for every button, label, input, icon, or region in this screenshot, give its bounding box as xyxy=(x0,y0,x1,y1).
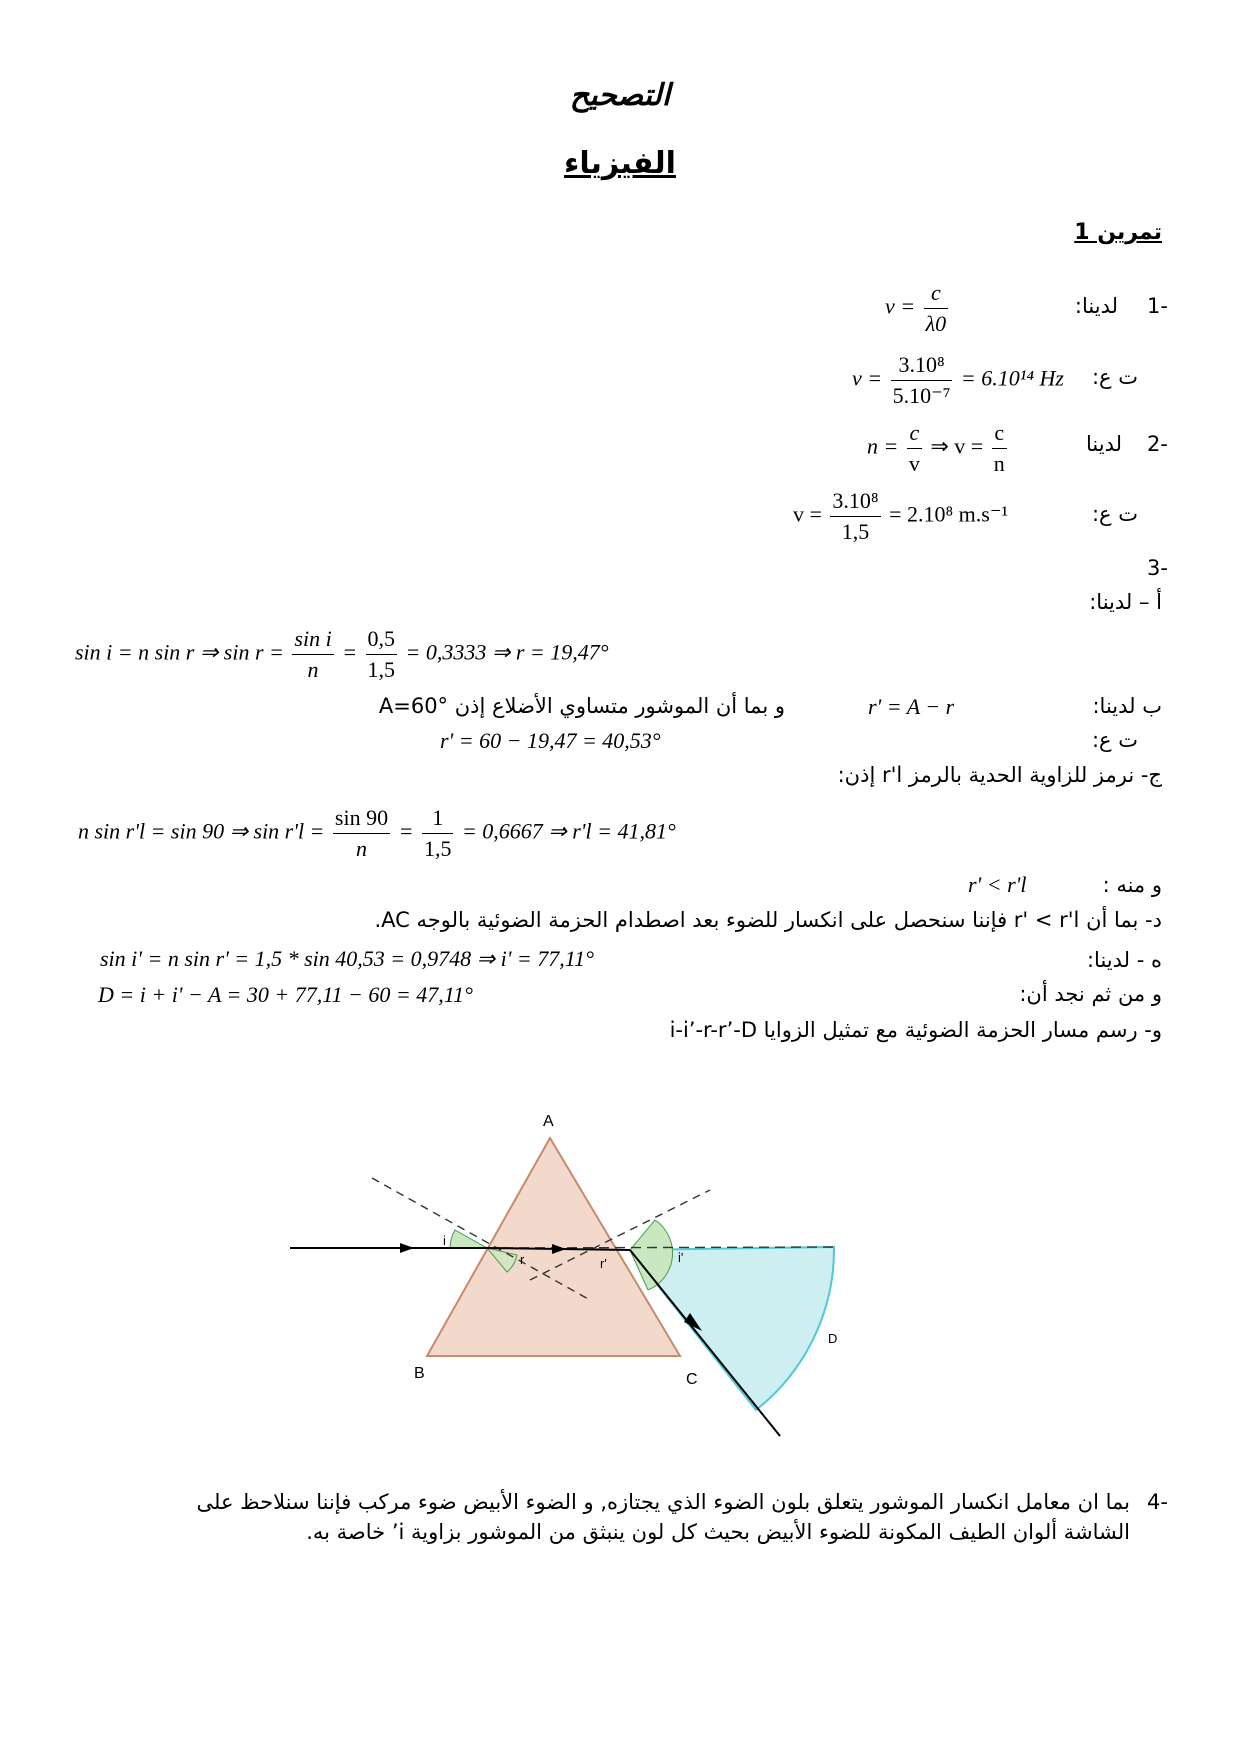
q1-app-label: ت ع: xyxy=(1091,365,1138,389)
q3-a-den2: 1,5 xyxy=(367,657,396,682)
q3-b-label: ب لدينا: xyxy=(1092,694,1162,718)
q1-f2-rhs: = 6.10¹⁴ Hz xyxy=(960,365,1064,391)
q4-line-1: بما ان معامل انكسار الموشور يتعلق بلون الضوء الذي يجتازه, و الضوء الأبيض ضوء مركب فإننا سنلاحظ على xyxy=(196,1490,1130,1514)
label-A: A xyxy=(543,1113,554,1130)
q2-f1-den: v xyxy=(908,451,920,476)
q1-f1-lhs: v = xyxy=(885,293,916,319)
prism-diagram xyxy=(290,1100,910,1480)
q3-a-num: sin i xyxy=(292,624,333,655)
q3-c-formula: n sin r'l = sin 90 ⇒ sin r'l = $\frac{\sin 90}{n}$ = $\frac{1}{1,5}$ = 0,6667 ⇒ r'l = 41,81° xyxy=(78,803,676,864)
q3-c-num: sin 90 xyxy=(333,803,390,834)
subject-heading: الفيزياء xyxy=(564,146,676,181)
q3-f-label: و من ثم نجد أن: xyxy=(1019,982,1162,1006)
q3-e-label: ه - لدينا: xyxy=(1086,948,1162,972)
q3-conclusion-formula: r' < r'l xyxy=(968,872,1027,897)
q1-f1-den: λ0 xyxy=(925,311,947,336)
q1-f2-fraction xyxy=(891,350,953,411)
q3-a-den: n xyxy=(307,657,319,682)
q2-f1-lhs: n = xyxy=(867,433,899,459)
q3-b-formula-2: r' = 60 − 19,47 = 40,53° xyxy=(440,728,661,753)
q3-a-rhs: = 0,3333 ⇒ r = 19,47° xyxy=(405,639,609,665)
q3-c-den2: 1,5 xyxy=(423,836,452,861)
q3-c-fraction xyxy=(333,803,390,864)
q1-f2-den: 5.10⁻⁷ xyxy=(892,383,951,408)
q2-number: -2 xyxy=(1147,432,1168,456)
q1-f1-fraction xyxy=(924,278,949,339)
q3-c-label: ج- نرمز للزاوية الحدية بالرمز r'l إذن: xyxy=(837,763,1162,787)
label-i: i xyxy=(443,1233,446,1248)
q3-d-text: د- بما أن r' < r'l فإننا سنحصل على انكسار للضوء بعد اصطدام الحزمة الضوئية بالوجه AC. xyxy=(374,908,1162,932)
q2-label: لدينا xyxy=(1085,432,1122,456)
q3-a-num2: 0,5 xyxy=(366,624,398,655)
q2-f1-num2: c xyxy=(992,418,1007,449)
q2-formula-1 xyxy=(867,418,1010,479)
label-B: B xyxy=(414,1365,425,1382)
q3-f-formula: D = i + i' − A = 30 + 77,11 − 60 = 47,11° xyxy=(98,982,473,1007)
incident-arrow xyxy=(400,1243,414,1253)
q3-a-lhs: sin i = n sin r ⇒ sin r = xyxy=(75,639,284,665)
q3-b-app-label: ت ع: xyxy=(1091,728,1138,752)
q2-f2-den: 1,5 xyxy=(841,519,870,544)
q3-c-num2: 1 xyxy=(422,803,454,834)
exercise-heading: تمرين 1 xyxy=(1074,220,1162,245)
q3-conclusion-label: و منه : xyxy=(1102,873,1162,897)
q2-f1-num: c xyxy=(907,418,922,449)
q2-f2-num: 3.10⁸ xyxy=(830,486,880,517)
q3-c-lhs: n sin r'l = sin 90 ⇒ sin r'l = xyxy=(78,818,325,844)
q3-c-rhs: = 0,6667 ⇒ r'l = 41,81° xyxy=(461,818,676,844)
q2-f2-lhs: v = xyxy=(793,501,822,527)
q2-f1-fraction-2 xyxy=(992,418,1007,479)
q2-app-label: ت ع: xyxy=(1091,502,1138,526)
q3-b-text: و بما أن الموشور متساوي الأضلاع إذن A=60° xyxy=(378,694,785,718)
q1-formula-2 xyxy=(852,350,1064,411)
q3-e-formula: sin i' = n sin r' = 1,5 * sin 40,53 = 0,9748 ⇒ i' = 77,11° xyxy=(100,946,594,971)
q3-g-text: و- رسم مسار الحزمة الضوئية مع تمثيل الزوايا i-i’-r-r’-D xyxy=(669,1018,1162,1042)
q2-f2-fraction xyxy=(830,486,880,547)
q3-a-label: أ – لدينا: xyxy=(1089,590,1162,614)
q4-line-2: الشاشة ألوان الطيف المكونة للضوء الأبيض بحيث كل لون ينبثق من الموشور بزاوية i’ خاصة به. xyxy=(306,1520,1130,1544)
label-r: r xyxy=(520,1252,525,1267)
q1-f2-num: 3.10⁸ xyxy=(891,350,953,381)
q1-formula-1 xyxy=(885,278,951,339)
q2-f1-den2: n xyxy=(993,451,1005,476)
angle-i-arc xyxy=(450,1230,487,1248)
label-D: D xyxy=(828,1331,838,1346)
q4-number: -4 xyxy=(1147,1490,1168,1514)
q2-formula-2 xyxy=(793,486,1008,547)
q3-c-den: n xyxy=(356,836,367,861)
q1-label: لدينا: xyxy=(1074,294,1118,318)
q2-f2-rhs: = 2.10⁸ m.s⁻¹ xyxy=(889,501,1009,527)
label-rp: r' xyxy=(600,1256,607,1271)
label-ip: i' xyxy=(678,1250,684,1265)
q2-f1-mid: ⇒ v = xyxy=(930,433,984,459)
q1-f2-lhs: v = xyxy=(852,365,883,391)
q1-number: -1 xyxy=(1147,294,1168,318)
q3-number: -3 xyxy=(1147,556,1168,580)
q2-f1-fraction xyxy=(907,418,922,479)
q3-b-formula: r' = A − r xyxy=(868,694,955,719)
q3-c-fraction-2 xyxy=(422,803,454,864)
label-C: C xyxy=(686,1371,698,1388)
q3-a-formula: sin i = n sin r ⇒ sin r = $\frac{\text{sin i}}{n}$ = $\frac{0,5}{1,5}$ = 0,3333 ⇒ r = 19,47° xyxy=(75,624,609,685)
q3-a-fraction xyxy=(292,624,333,685)
page-title: التصحيح xyxy=(569,78,671,113)
q1-f1-num: c xyxy=(924,278,949,309)
q3-a-fraction-2 xyxy=(366,624,398,685)
